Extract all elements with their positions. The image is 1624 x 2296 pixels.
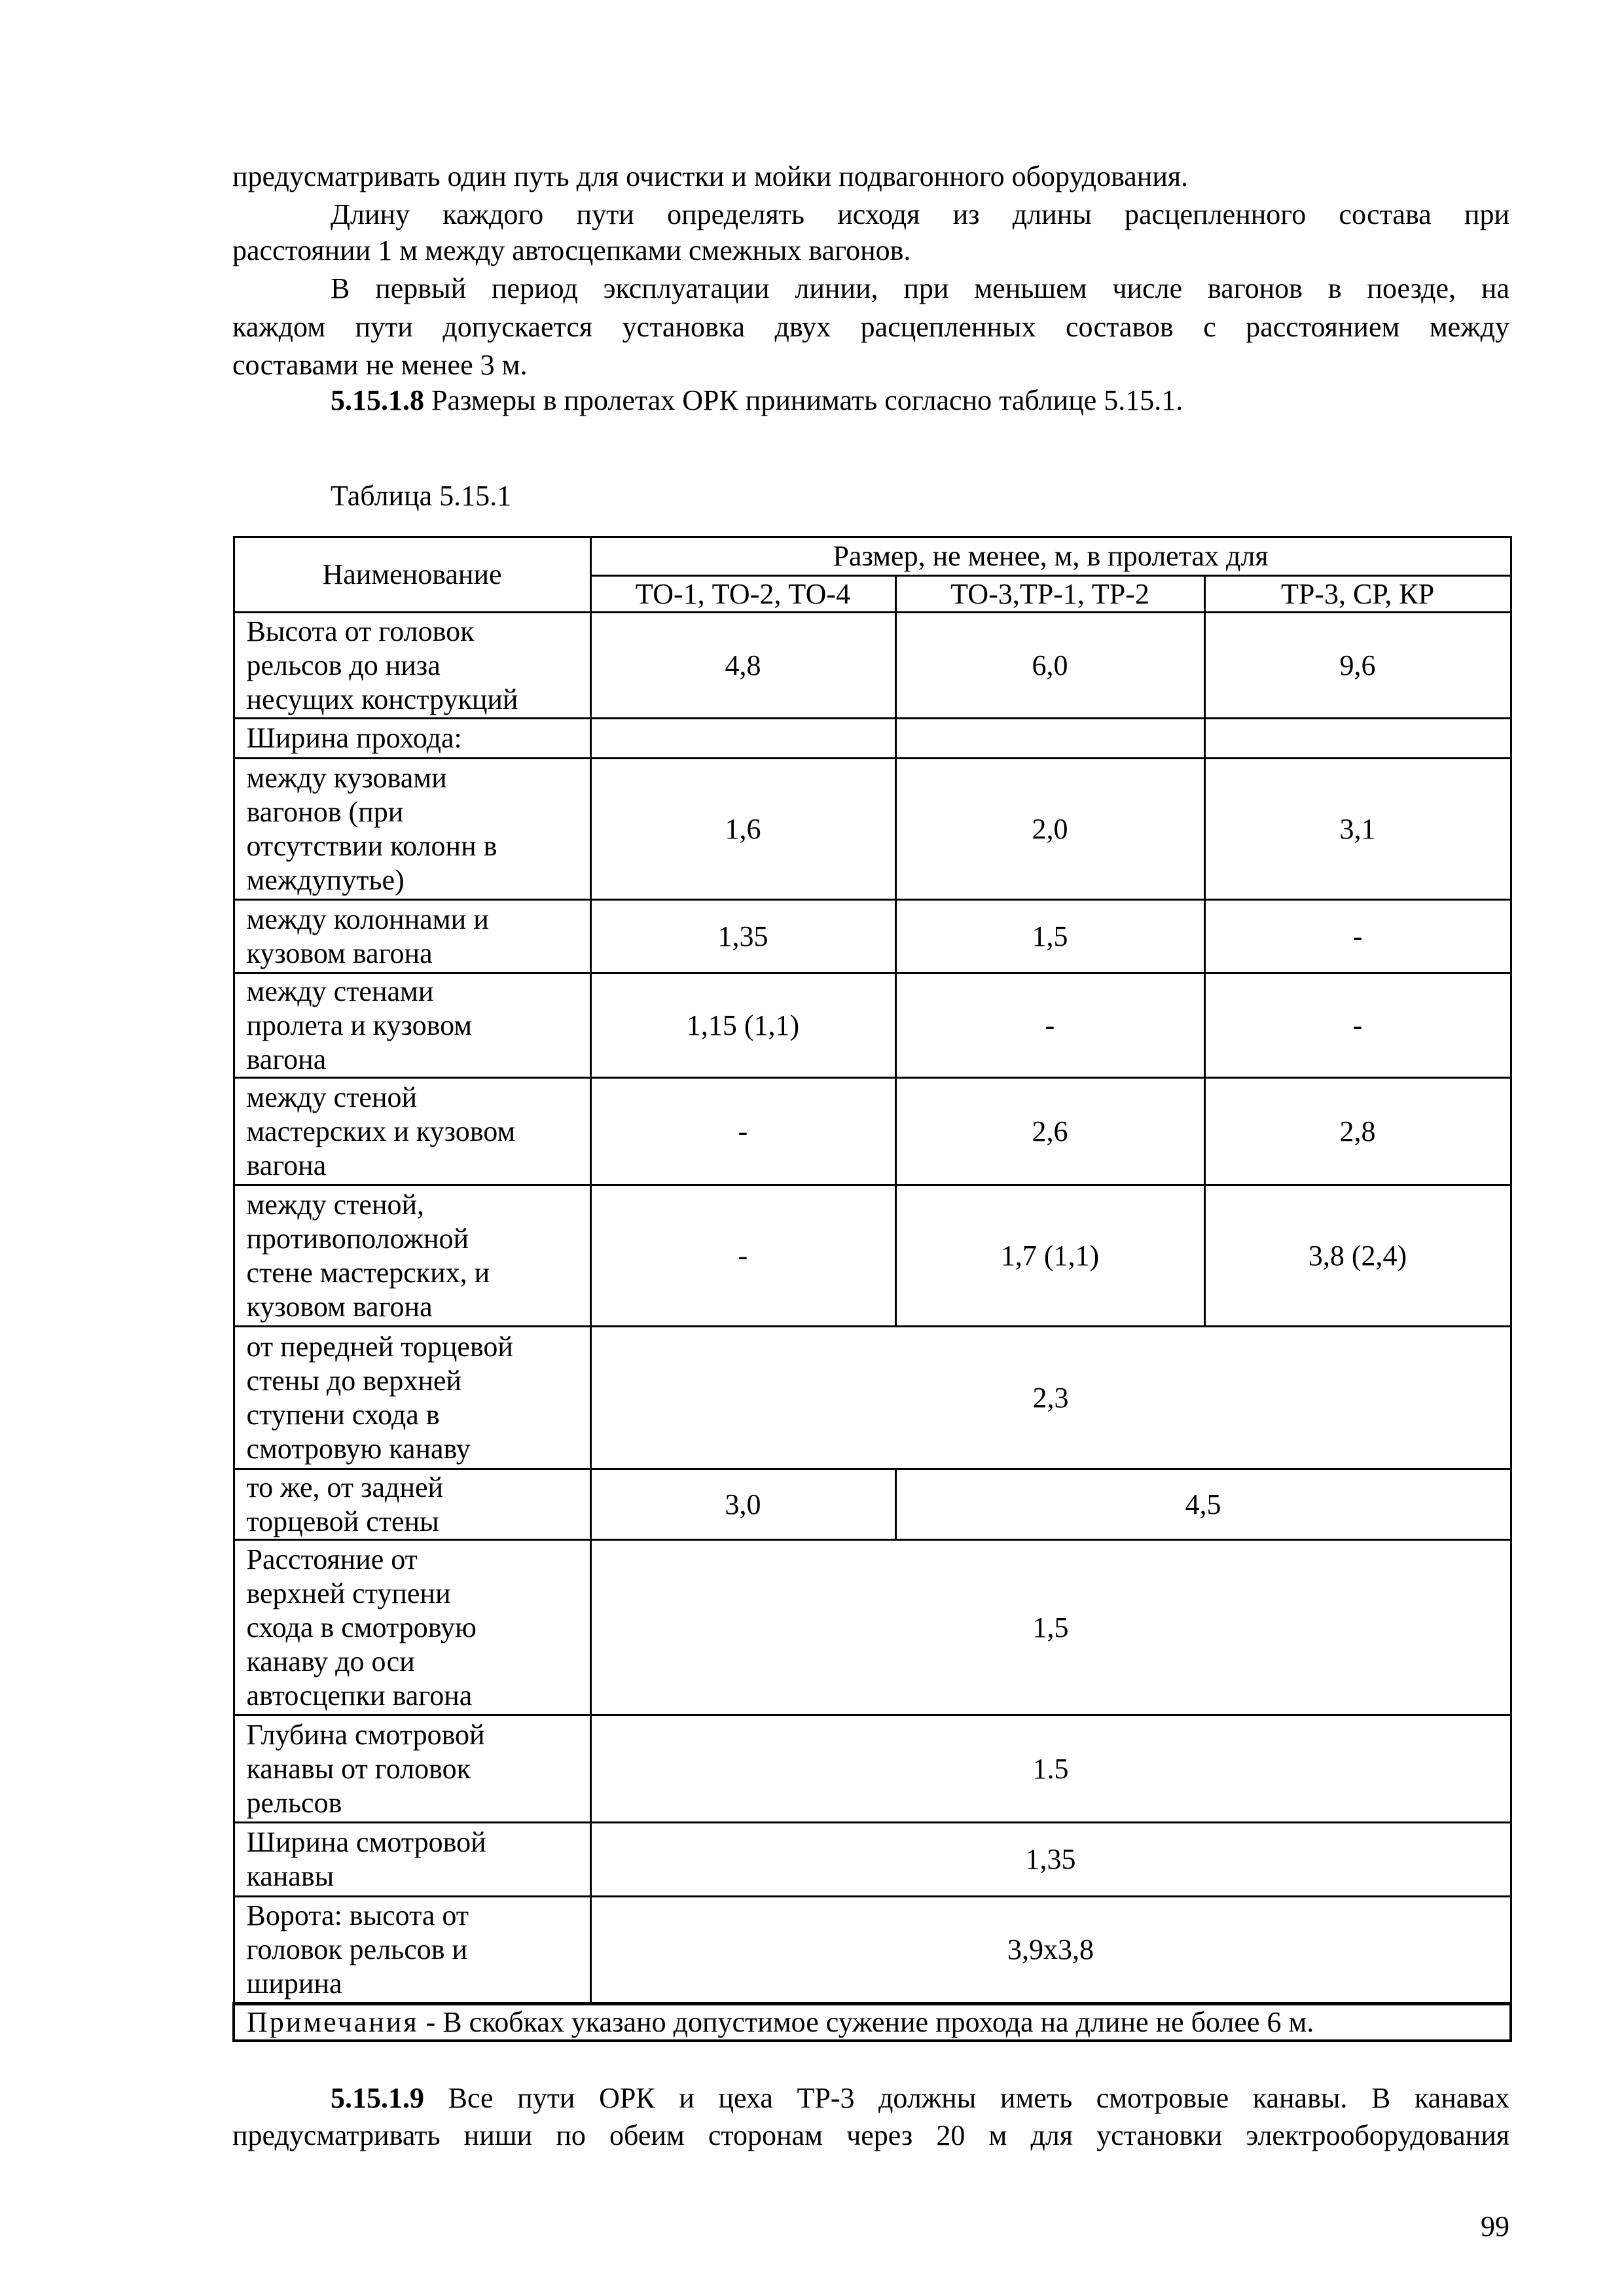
row-name: от передней торцевой стены до верхней ступени схода в смотровую канаву <box>234 1327 590 1469</box>
cell: 1.5 <box>590 1715 1511 1823</box>
table-row <box>234 759 1511 900</box>
table-row <box>234 613 1511 719</box>
row-name: Глубина смотровой канавы от головок рельсов <box>234 1715 590 1823</box>
cell: - <box>590 1185 895 1327</box>
clause-number: 5.15.1.9 <box>331 2082 424 2114</box>
table-caption: Таблица 5.15.1 <box>331 480 512 512</box>
row-name: между стеной, противоположной стене мастерских, и кузовом вагона <box>234 1185 590 1327</box>
cell: - <box>1204 900 1511 973</box>
table-row <box>234 719 1511 759</box>
row-name: Высота от головок рельсов до низа несущих конструкций <box>234 613 590 719</box>
dimensions-table <box>232 536 1512 2042</box>
row-name: Ворота: высота от головок рельсов и ширина <box>234 1897 590 2004</box>
table-row <box>234 973 1511 1078</box>
table-row <box>234 1540 1511 1715</box>
cell: - <box>590 1078 895 1185</box>
row-name: Ширина смотровой канавы <box>234 1823 590 1897</box>
header-name: Наименование <box>234 537 590 613</box>
header-col: ТО-1, ТО-2, ТО-4 <box>590 576 895 613</box>
table-note-row <box>234 2004 1511 2041</box>
page-number: 99 <box>1481 2210 1509 2242</box>
row-name: между стенами пролета и кузовом вагона <box>234 973 590 1078</box>
cell: 3,1 <box>1204 759 1511 900</box>
table-row <box>234 1715 1511 1823</box>
cell: 3,8 (2,4) <box>1204 1185 1511 1327</box>
row-name: между стеной мастерских и кузовом вагона <box>234 1078 590 1185</box>
cell: 2,3 <box>590 1327 1511 1469</box>
cell: 4,8 <box>590 613 895 719</box>
header-col: ТО-3,ТР-1, ТР-2 <box>895 576 1204 613</box>
paragraph-line: каждом пути допускается установка двух расцепленных составов с расстоянием между <box>232 311 1509 343</box>
paragraph-line: В первый период эксплуатации линии, при меньшем числе вагонов в поезде, на <box>331 272 1509 304</box>
cell: 1,5 <box>590 1540 1511 1715</box>
cell: 9,6 <box>1204 613 1511 719</box>
cell: 1,6 <box>590 759 895 900</box>
cell: 1,35 <box>590 1823 1511 1897</box>
paragraph-line: составами не менее 3 м. <box>232 349 528 381</box>
row-name: то же, от задней торцевой стены <box>234 1469 590 1540</box>
table-row <box>234 1897 1511 2004</box>
cell: 3,0 <box>590 1469 895 1540</box>
cell <box>590 719 895 759</box>
table-row <box>234 1823 1511 1897</box>
cell: 3,9х3,8 <box>590 1897 1511 2004</box>
row-name: между колоннами и кузовом вагона <box>234 900 590 973</box>
cell: - <box>1204 973 1511 1078</box>
cell <box>895 719 1204 759</box>
paragraph-line: предусматривать ниши по обеим сторонам через 20 м для установки электрооборудования <box>232 2119 1509 2151</box>
header-col: ТР-3, СР, КР <box>1204 576 1511 613</box>
row-name: Расстояние от верхней ступени схода в смотровую канаву до оси автосцепки вагона <box>234 1540 590 1715</box>
paragraph-line: расстоянии 1 м между автосцепками смежных вагонов. <box>232 234 911 266</box>
row-name: Ширина прохода: <box>234 719 590 759</box>
cell: 2,0 <box>895 759 1204 900</box>
cell: 2,6 <box>895 1078 1204 1185</box>
cell <box>1204 719 1511 759</box>
cell: 1,7 (1,1) <box>895 1185 1204 1327</box>
note-text: - В скобках указано допустимое сужение прохода на длине не более 6 м. <box>418 2006 1314 2038</box>
table-row <box>234 900 1511 973</box>
header-group: Размер, не менее, м, в пролетах для <box>590 537 1511 576</box>
table-row <box>234 1327 1511 1469</box>
cell: 1,5 <box>895 900 1204 973</box>
table-row <box>234 1078 1511 1185</box>
table-row <box>234 1469 1511 1540</box>
table-row <box>234 1185 1511 1327</box>
clause-number: 5.15.1.8 <box>331 384 424 416</box>
clause-5-15-1-9 <box>232 2080 1509 2117</box>
cell: 6,0 <box>895 613 1204 719</box>
clause-text: Размеры в пролетах ОРК принимать согласно таблице 5.15.1. <box>424 384 1183 416</box>
cell: 1,35 <box>590 900 895 973</box>
clause-5-15-1-8 <box>232 382 1509 419</box>
paragraph-line: предусматривать один путь для очистки и мойки подвагонного оборудования. <box>232 160 1189 192</box>
clause-text: Все пути ОРК и цеха ТР-3 должны иметь смотровые канавы. В канавах <box>424 2082 1509 2114</box>
cell: 4,5 <box>895 1469 1511 1540</box>
row-name: между кузовами вагонов (при отсутствии колонн в междупутье) <box>234 759 590 900</box>
note-label: Примечания <box>247 2006 419 2038</box>
paragraph-line: Длину каждого пути определять исходя из длины расцепленного состава при <box>331 198 1509 230</box>
cell: - <box>895 973 1204 1078</box>
cell: 1,15 (1,1) <box>590 973 895 1078</box>
cell: 2,8 <box>1204 1078 1511 1185</box>
